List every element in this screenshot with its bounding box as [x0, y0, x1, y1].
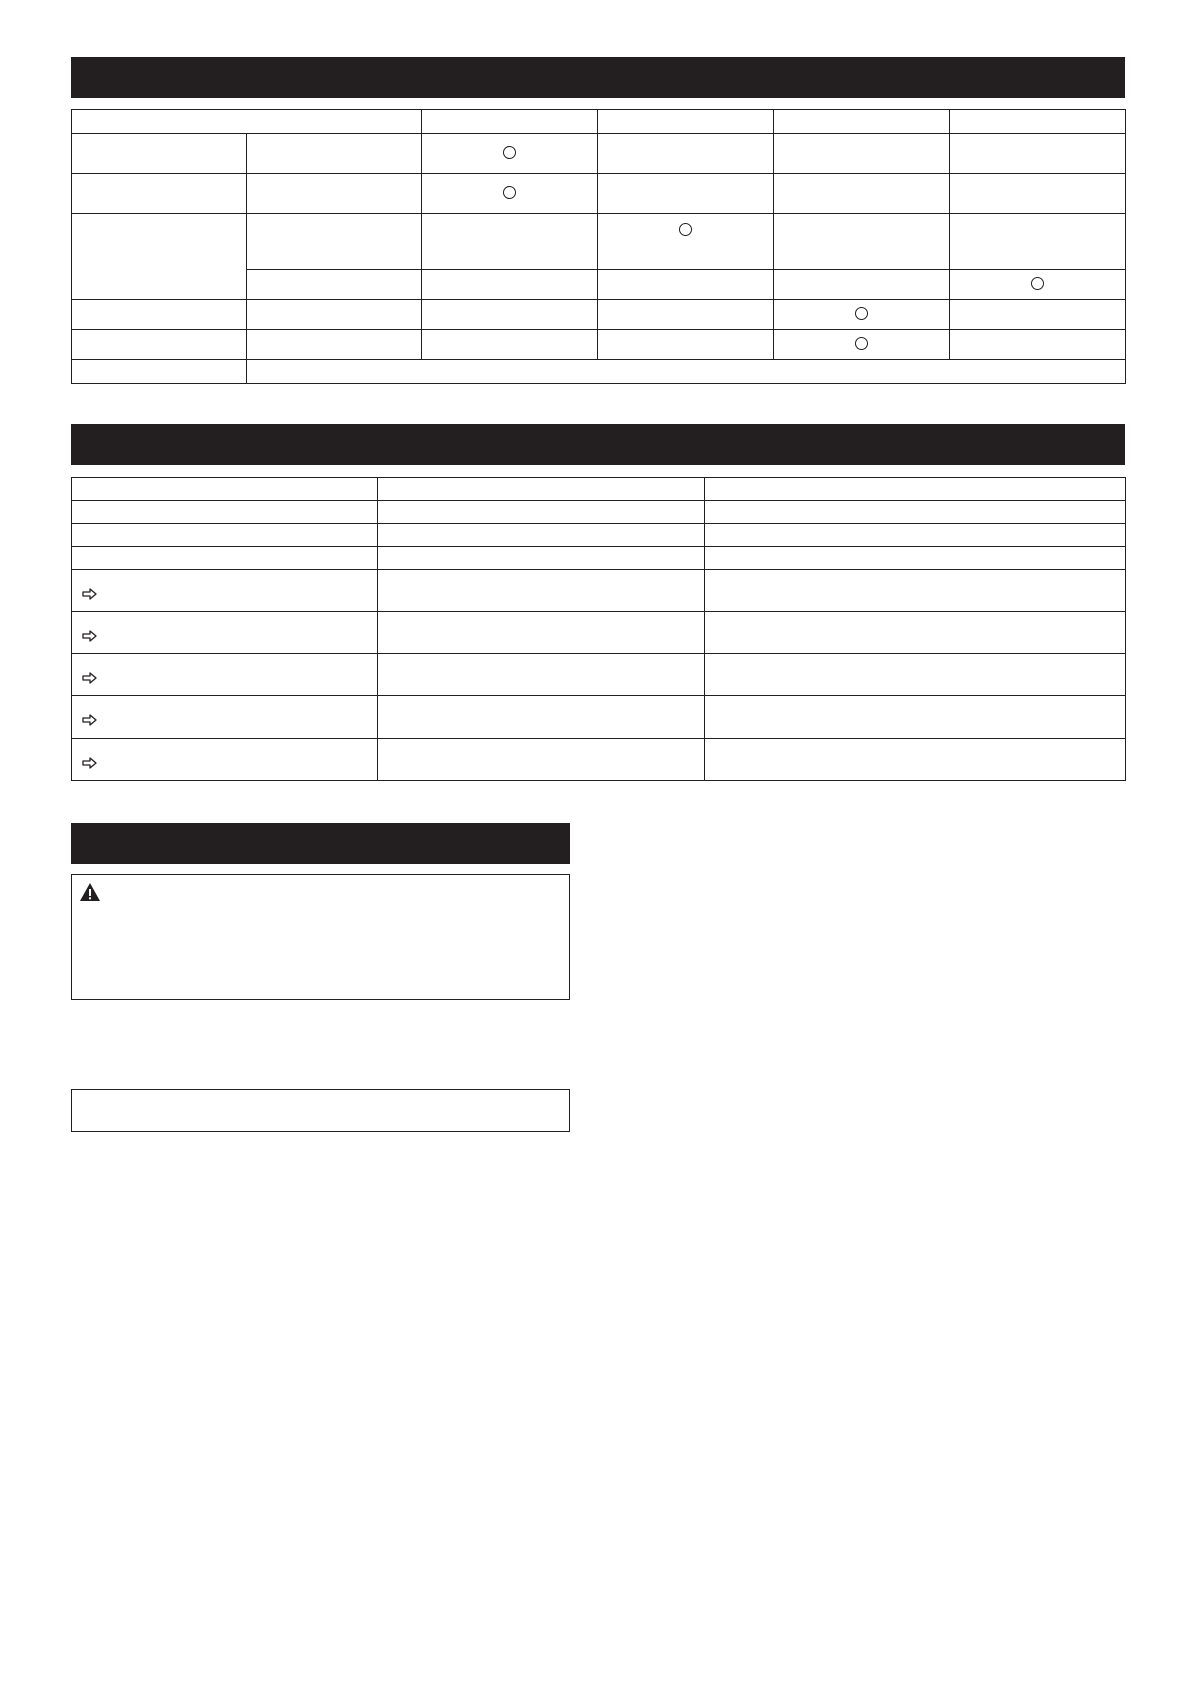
- table-cell: [72, 524, 378, 547]
- table-row: [72, 696, 1126, 739]
- table-cell: [774, 270, 950, 300]
- row-sublabel: [247, 174, 422, 214]
- table-row: [72, 214, 1126, 270]
- table-cell: [774, 214, 950, 270]
- note-text: [72, 1090, 569, 1110]
- header-cell: [378, 478, 705, 501]
- table-cell: [950, 214, 1126, 270]
- table-row: [72, 570, 1126, 612]
- circle-mark-icon: [855, 307, 868, 320]
- table-cell: [422, 300, 598, 330]
- table-cell: [72, 654, 378, 696]
- table-cell: [705, 612, 1126, 654]
- table-cell: [378, 612, 705, 654]
- header-cell: [950, 110, 1126, 134]
- table-row: [72, 654, 1126, 696]
- table-cell: [378, 696, 705, 739]
- row-label: [72, 134, 247, 174]
- table-cell: [950, 270, 1126, 300]
- circle-mark-icon: [503, 146, 516, 159]
- section-header-1: [71, 57, 1125, 98]
- table-cell: [422, 134, 598, 174]
- table-cell: [774, 300, 950, 330]
- row-label: [72, 214, 247, 300]
- arrow-right-icon: [82, 714, 98, 726]
- row-sublabel: [247, 214, 422, 270]
- table-cell: [598, 270, 774, 300]
- section-title-2: [71, 436, 83, 453]
- table-cell: [422, 330, 598, 360]
- warning-triangle-icon: [79, 882, 101, 902]
- table-cell: [72, 696, 378, 739]
- table-cell: [378, 501, 705, 524]
- table-cell: [705, 524, 1126, 547]
- table-row: [72, 524, 1126, 547]
- table-cell: [72, 570, 378, 612]
- table-cell: [598, 134, 774, 174]
- section-header-3: [71, 823, 570, 864]
- wide-cell: [247, 360, 1126, 384]
- circle-mark-icon: [855, 337, 868, 350]
- table-cell: [422, 270, 598, 300]
- row-sublabel: [247, 134, 422, 174]
- table-cell: [598, 300, 774, 330]
- header-cell: [72, 110, 422, 134]
- circle-mark-icon: [1031, 277, 1044, 290]
- table-cell: [422, 174, 598, 214]
- row-label: [72, 360, 247, 384]
- table-cell: [774, 330, 950, 360]
- header-cell: [72, 478, 378, 501]
- table-cell: [705, 547, 1126, 570]
- indicator-table: [71, 477, 1126, 781]
- table-cell: [378, 739, 705, 781]
- table-cell: [705, 654, 1126, 696]
- table-cell: [774, 174, 950, 214]
- table-cell: [378, 570, 705, 612]
- row-sublabel: [247, 330, 422, 360]
- table-cell: [950, 300, 1126, 330]
- section-title-1: [71, 69, 83, 86]
- table-cell: [950, 134, 1126, 174]
- table-row: [72, 300, 1126, 330]
- section-title-3: [71, 835, 83, 852]
- table-header-row: [72, 478, 1126, 501]
- table-cell: [72, 739, 378, 781]
- table-row: [72, 501, 1126, 524]
- table-row: [72, 174, 1126, 214]
- header-cell: [705, 478, 1126, 501]
- table-cell: [598, 174, 774, 214]
- table-row: [72, 134, 1126, 174]
- table-row: [72, 330, 1126, 360]
- note-box: [71, 1089, 570, 1132]
- table-cell: [598, 330, 774, 360]
- table-cell: [72, 547, 378, 570]
- table-cell: [598, 214, 774, 270]
- table-cell: [378, 547, 705, 570]
- table-row: [72, 612, 1126, 654]
- table-cell: [950, 174, 1126, 214]
- table-row: [72, 547, 1126, 570]
- header-cell: [598, 110, 774, 134]
- table-cell: [774, 134, 950, 174]
- table-cell: [705, 696, 1126, 739]
- warning-box: [71, 874, 570, 1000]
- arrow-right-icon: [82, 588, 98, 600]
- table-cell: [72, 501, 378, 524]
- table-cell: [378, 654, 705, 696]
- row-label: [72, 330, 247, 360]
- row-label: [72, 300, 247, 330]
- circle-mark-icon: [503, 186, 516, 199]
- header-cell: [422, 110, 598, 134]
- table-cell: [950, 330, 1126, 360]
- row-sublabel: [247, 270, 422, 300]
- table-cell: [422, 214, 598, 270]
- table-row: [72, 739, 1126, 781]
- row-label: [72, 174, 247, 214]
- arrow-right-icon: [82, 672, 98, 684]
- compatibility-table: [71, 109, 1126, 384]
- table-cell: [72, 612, 378, 654]
- section-header-2: [71, 424, 1125, 465]
- row-sublabel: [247, 300, 422, 330]
- header-cell: [774, 110, 950, 134]
- arrow-right-icon: [82, 757, 98, 769]
- table-cell: [705, 570, 1126, 612]
- table-cell: [705, 501, 1126, 524]
- table-cell: [705, 739, 1126, 781]
- table-cell: [378, 524, 705, 547]
- table-row: [72, 360, 1126, 384]
- circle-mark-icon: [679, 223, 692, 236]
- table-header-row: [72, 110, 1126, 134]
- arrow-right-icon: [82, 630, 98, 642]
